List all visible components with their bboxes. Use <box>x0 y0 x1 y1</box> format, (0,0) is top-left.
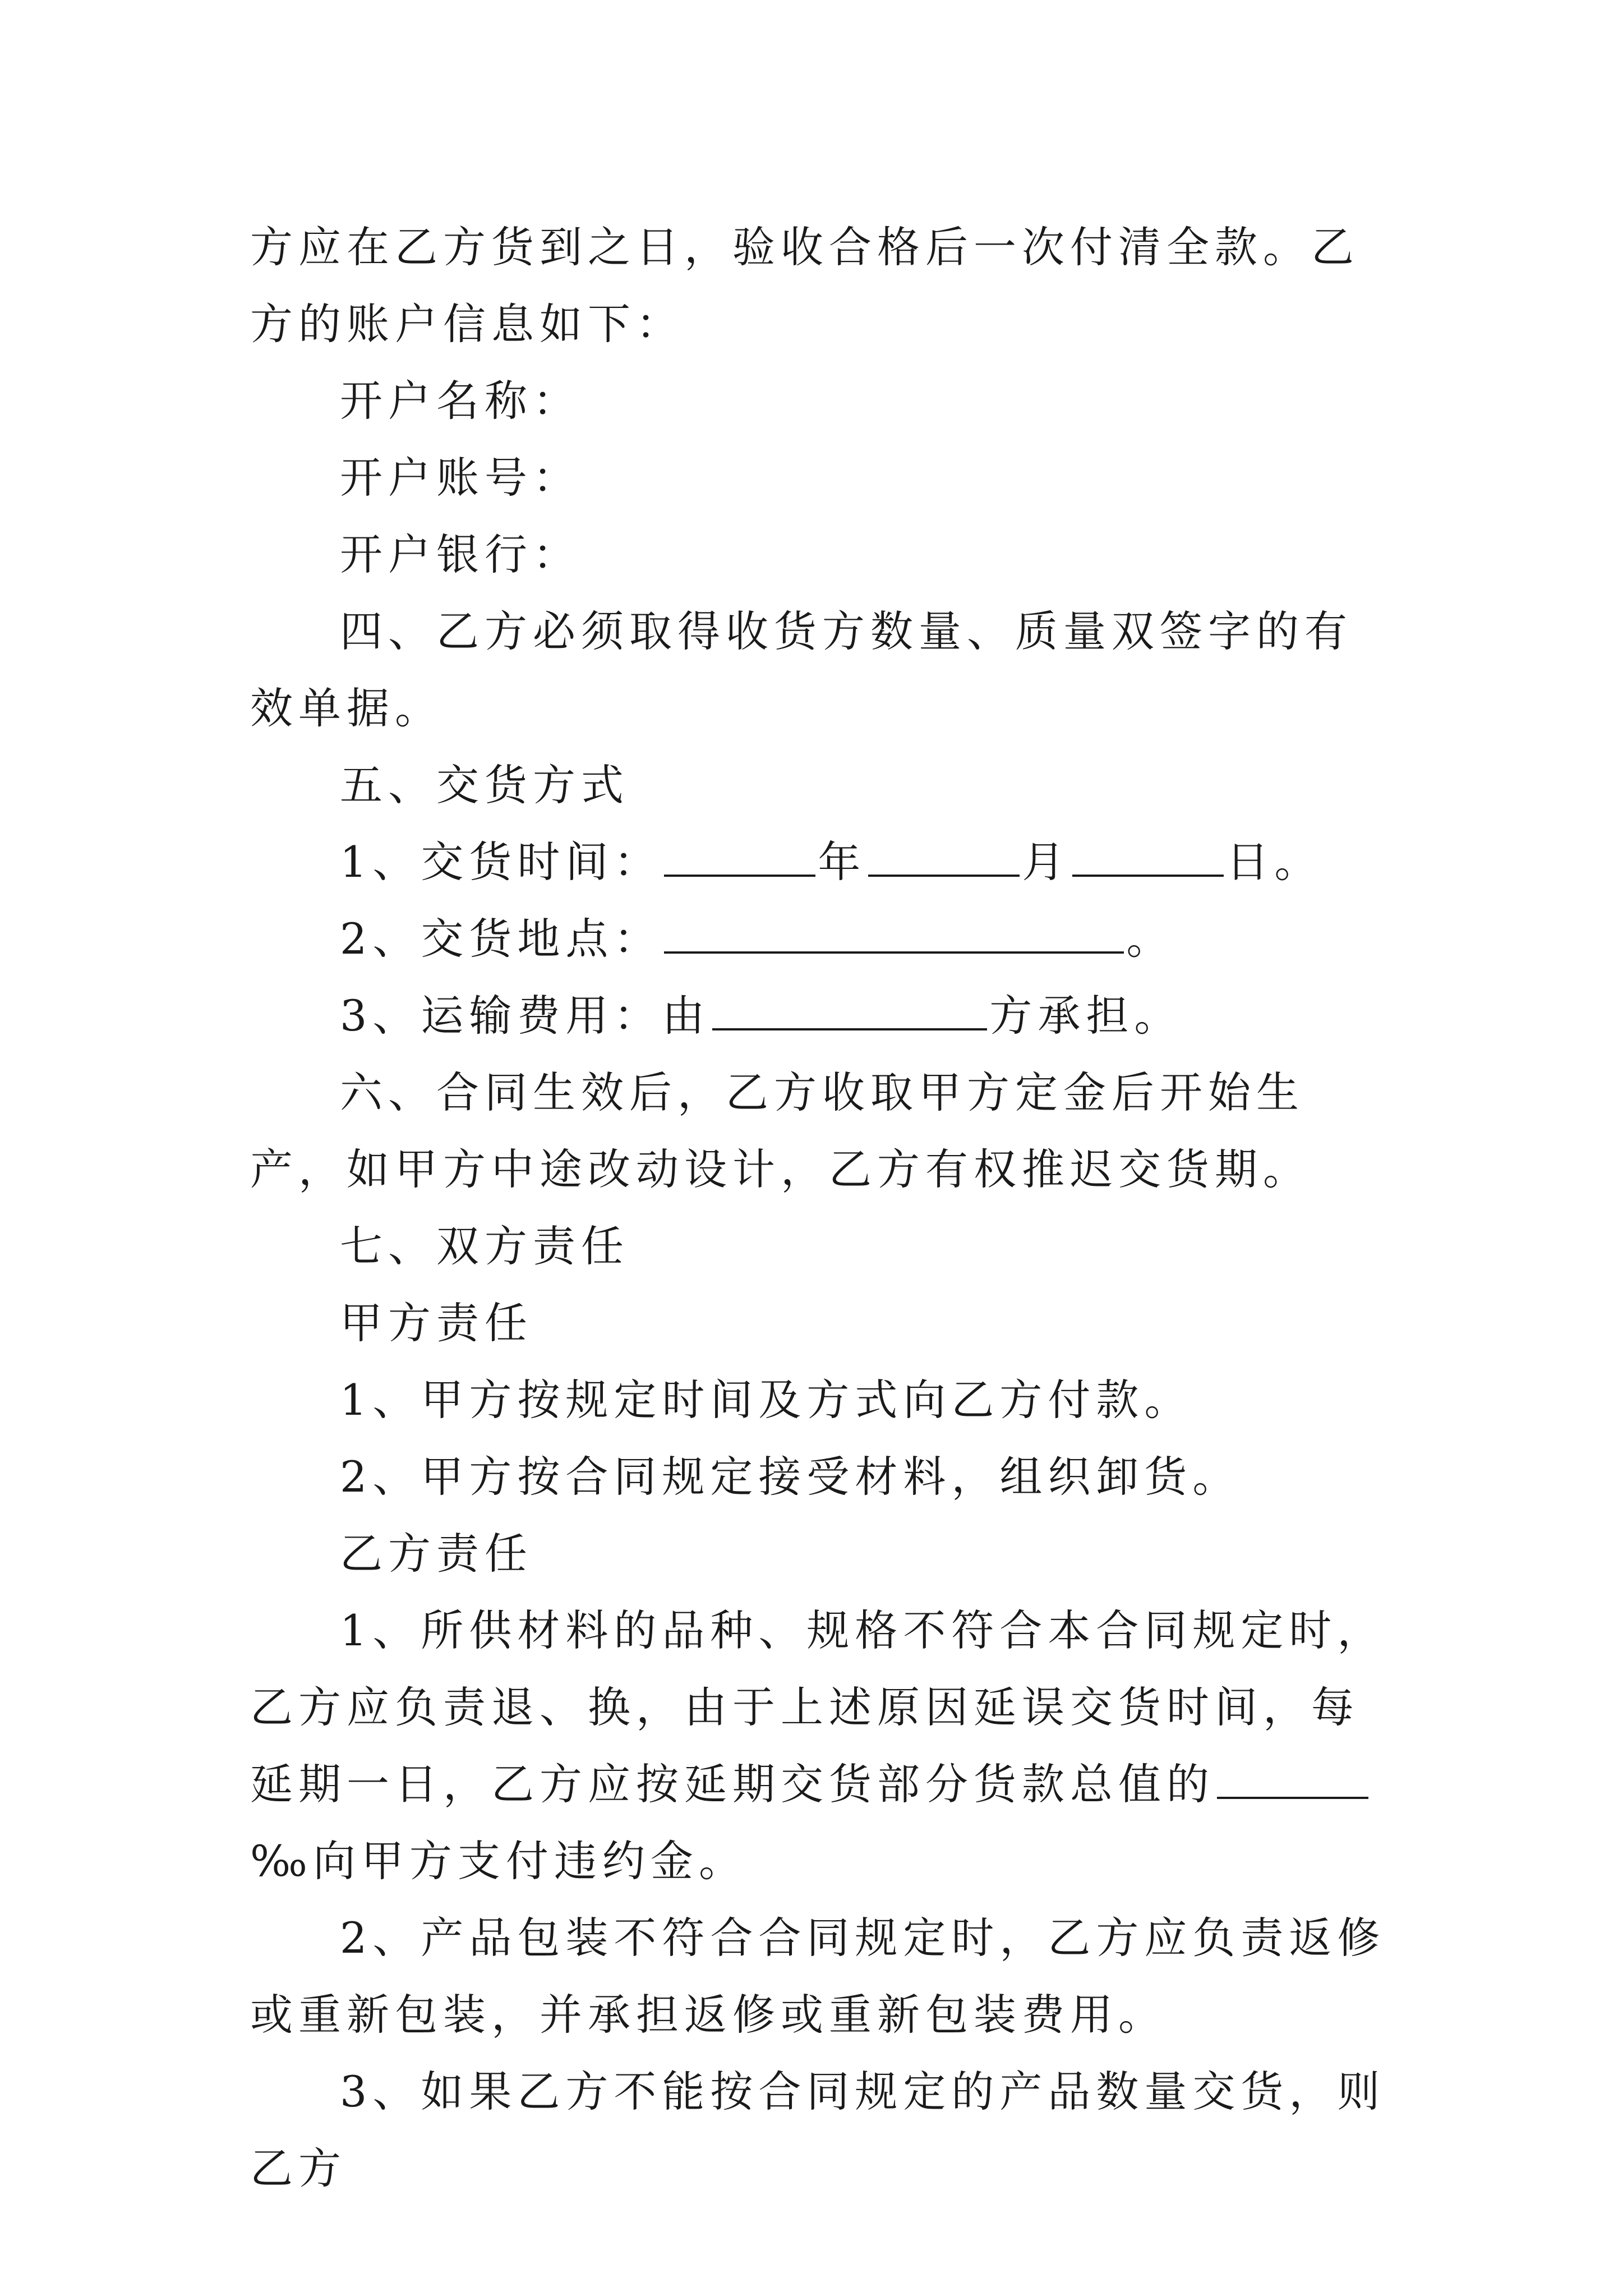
transport-party-blank <box>712 995 987 1030</box>
delivery-place-end: 。 <box>1126 914 1175 964</box>
year-label: 年 <box>818 837 866 887</box>
delivery-time-label: 1、交货时间： <box>340 837 662 887</box>
party-b-item-1-text: 1、所供材料的品种、规格不符合本合同规定时，乙方应负责退、换，由于上述原因延误交货时间，每延期一日，乙方应按延期交货部分货款总值的 <box>250 1605 1386 1809</box>
delivery-month-blank <box>868 841 1020 877</box>
clause-six: 六、合同生效后，乙方收取甲方定金后开始生产，如甲方中途改动设计，乙方有权推迟交货期。 <box>250 1068 1311 1194</box>
delivery-place-blank <box>664 918 1124 954</box>
clause-seven-heading: 七、双方责任 <box>340 1221 629 1271</box>
clause-five-heading: 五、交货方式 <box>340 760 629 810</box>
account-name-line: 开户名称： <box>340 376 581 426</box>
delivery-year-blank <box>664 841 815 877</box>
party-b-item-1-end: ‰向甲方支付违约金。 <box>250 1836 747 1886</box>
party-b-item-1 <box>250 1592 1394 1899</box>
party-a-responsibility-heading: 甲方责任 <box>340 1298 533 1348</box>
day-label: 日。 <box>1226 837 1323 887</box>
clause-four: 四、乙方必须取得收货方数量、质量双签字的有效单据。 <box>250 606 1353 733</box>
transport-cost-label: 3、运输费用：由 <box>340 991 711 1041</box>
account-number-line: 开户账号： <box>340 453 581 503</box>
party-b-responsibility-heading: 乙方责任 <box>340 1529 533 1579</box>
document-body <box>250 209 1394 2207</box>
delivery-place-line <box>250 900 1394 977</box>
party-a-item-2: 2、甲方按合同规定接受材料，组织卸货。 <box>340 1452 1241 1502</box>
account-bank-line: 开户银行： <box>340 530 581 579</box>
party-b-item-2: 2、产品包装不符合合同规定时，乙方应负责返修或重新包装，并承担返修或重新包装费用。 <box>250 1913 1386 2040</box>
transport-cost-line <box>250 977 1394 1054</box>
party-b-item-3: 3、如果乙方不能按合同规定的产品数量交货，则乙方 <box>250 2067 1386 2193</box>
delivery-place-label: 2、交货地点： <box>340 914 662 964</box>
party-a-item-1: 1、甲方按规定时间及方式向乙方付款。 <box>340 1375 1193 1425</box>
penalty-rate-blank <box>1217 1763 1368 1799</box>
delivery-time-line <box>250 823 1394 900</box>
month-label: 月 <box>1022 837 1071 887</box>
payment-clause-continued: 方应在乙方货到之日，验收合格后一次付清全款。乙方的账户信息如下： <box>250 222 1359 349</box>
transport-cost-end: 方承担。 <box>989 991 1183 1041</box>
delivery-day-blank <box>1072 841 1224 877</box>
